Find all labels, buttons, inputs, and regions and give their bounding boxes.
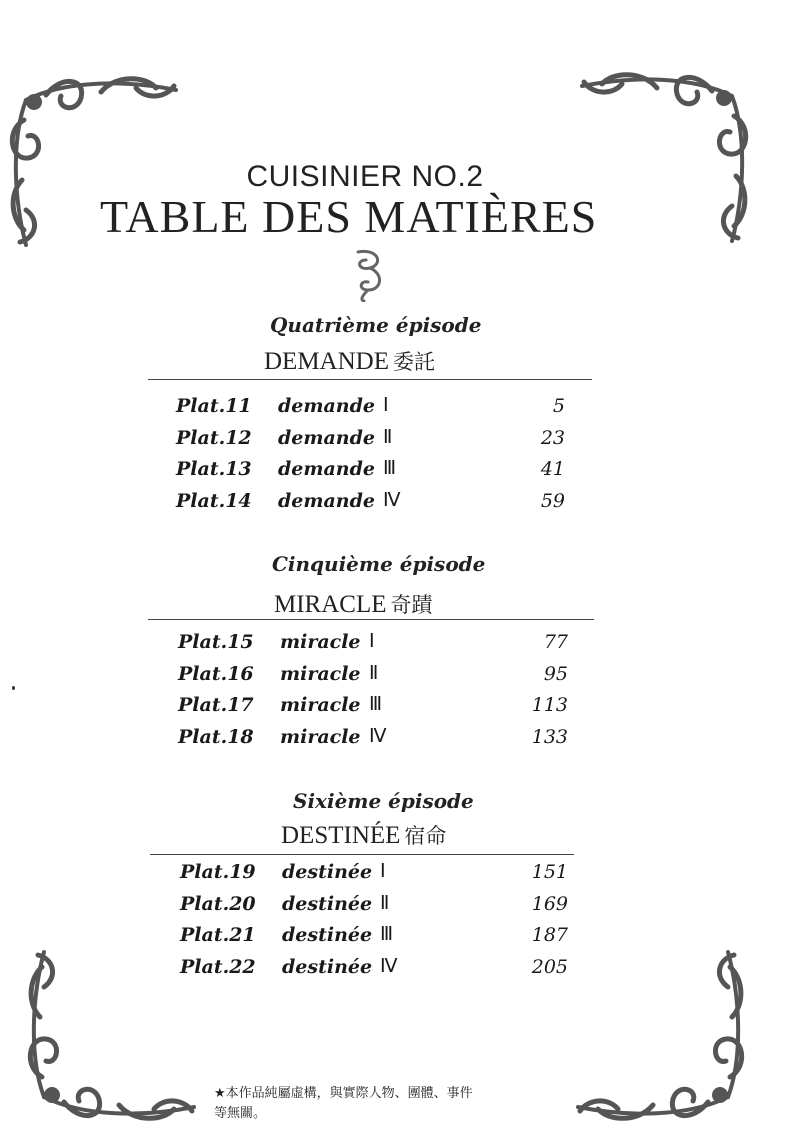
page-number: 151 xyxy=(531,861,568,883)
chapter-numeral: Ⅰ xyxy=(380,861,386,882)
chapter-numeral: Ⅱ xyxy=(380,892,390,914)
page-number: 77 xyxy=(543,631,568,653)
chapter-title: demande xyxy=(278,426,375,449)
episode-subtitle-text: MIRACLE xyxy=(274,591,387,618)
corner-ornament-bottom-right xyxy=(558,937,748,1127)
toc-entry[interactable] xyxy=(180,952,578,982)
chapter-title: miracle xyxy=(280,694,361,716)
plat-number: Plat.18 xyxy=(178,725,254,748)
page-number: 187 xyxy=(531,924,568,946)
chapter-numeral: Ⅰ xyxy=(383,395,389,416)
page-number: 169 xyxy=(531,892,568,915)
episode-subtitle-text: DESTINÉE xyxy=(281,822,401,849)
episode-subtitle-text: DEMANDE xyxy=(264,348,389,375)
chapter-title: demande xyxy=(278,395,375,417)
chapter-title: destinée xyxy=(282,892,373,915)
scan-speck xyxy=(12,686,15,690)
page-title: TABLE DES MATIÈRES xyxy=(100,191,598,242)
chapter-title: demande xyxy=(278,489,375,512)
chapter-numeral: Ⅲ xyxy=(369,694,383,715)
chapter-numeral: Ⅳ xyxy=(369,725,387,747)
episode-heading: Cinquième épisode xyxy=(272,552,486,576)
footnote-line-1: ★本作品純屬虛構，與實際人物、團體、事件 xyxy=(214,1086,473,1101)
episode-heading: Quatrième épisode xyxy=(270,313,482,337)
episode-subtitle xyxy=(281,820,446,850)
toc-entry[interactable] xyxy=(180,857,578,887)
flourish-ornament-icon xyxy=(348,246,390,302)
toc-entry[interactable] xyxy=(176,454,575,484)
chapter-numeral: Ⅳ xyxy=(380,955,398,977)
chapter-title: miracle xyxy=(280,662,361,685)
plat-number: Plat.13 xyxy=(176,458,252,480)
chapter-numeral: Ⅰ xyxy=(369,631,375,652)
page-number: 59 xyxy=(540,489,565,512)
episode-subtitle-cjk: 奇蹟 xyxy=(390,593,433,617)
page-number: 113 xyxy=(531,694,568,716)
toc-entry[interactable] xyxy=(180,920,578,950)
plat-number: Plat.22 xyxy=(180,955,256,978)
toc-entry[interactable] xyxy=(176,391,575,421)
chapter-title: destinée xyxy=(282,924,373,946)
page-number: 23 xyxy=(540,426,565,449)
section-divider xyxy=(148,379,592,380)
toc-entry[interactable] xyxy=(178,659,578,689)
plat-number: Plat.14 xyxy=(176,489,252,512)
chapter-numeral: Ⅲ xyxy=(383,458,397,479)
plat-number: Plat.16 xyxy=(178,662,254,685)
section-divider xyxy=(150,854,574,855)
disclaimer-footnote xyxy=(214,1084,544,1124)
plat-number: Plat.11 xyxy=(176,395,252,417)
page-number: 41 xyxy=(540,458,565,480)
toc-entry[interactable] xyxy=(176,423,575,453)
chapter-numeral: Ⅲ xyxy=(380,924,394,945)
toc-entry[interactable] xyxy=(178,722,578,752)
chapter-numeral: Ⅱ xyxy=(369,662,379,684)
episode-subtitle xyxy=(274,589,433,619)
plat-number: Plat.17 xyxy=(178,694,254,716)
chapter-numeral: Ⅳ xyxy=(383,489,401,511)
plat-number: Plat.15 xyxy=(178,631,254,653)
episode-heading: Sixième épisode xyxy=(293,789,474,813)
chapter-title: demande xyxy=(278,458,375,480)
plat-number: Plat.12 xyxy=(176,426,252,449)
episode-subtitle-cjk: 宿命 xyxy=(404,824,447,848)
chapter-numeral: Ⅱ xyxy=(383,426,393,448)
page-number: 95 xyxy=(543,662,568,685)
toc-entry[interactable] xyxy=(178,627,578,657)
chapter-title: destinée xyxy=(282,955,373,978)
page-number: 205 xyxy=(531,955,568,978)
section-divider xyxy=(148,619,594,620)
toc-entry[interactable] xyxy=(176,486,575,516)
chapter-title: destinée xyxy=(282,861,373,883)
page-number: 133 xyxy=(531,725,568,748)
episode-subtitle-cjk: 委託 xyxy=(393,350,435,374)
chapter-title: miracle xyxy=(280,725,361,748)
plat-number: Plat.20 xyxy=(180,892,256,915)
plat-number: Plat.19 xyxy=(180,861,256,883)
footnote-line-2: 等無關。 xyxy=(214,1106,267,1121)
episode-subtitle xyxy=(264,346,435,376)
page-number: 5 xyxy=(552,395,565,417)
series-title: CUISINIER NO.2 xyxy=(246,160,484,193)
toc-entry[interactable] xyxy=(180,889,578,919)
plat-number: Plat.21 xyxy=(180,924,256,946)
chapter-title: miracle xyxy=(280,631,361,653)
toc-entry[interactable] xyxy=(178,690,578,720)
